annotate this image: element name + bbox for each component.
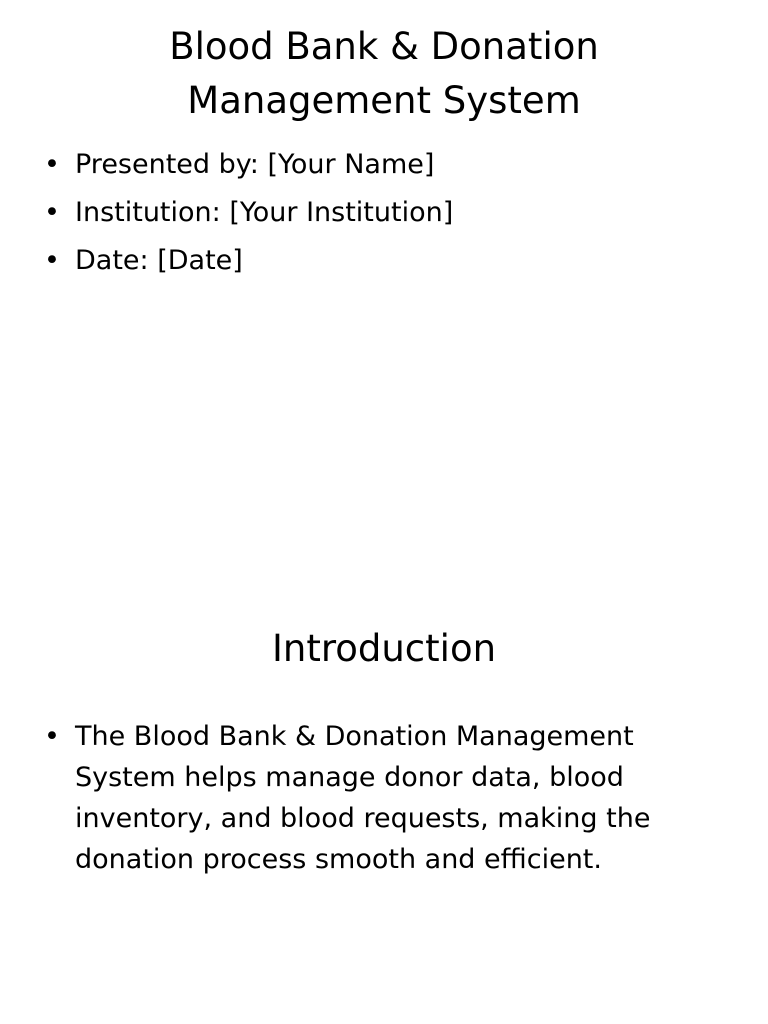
bullet-text: Institution: [Your Institution] bbox=[75, 197, 454, 228]
bullet-list bbox=[44, 141, 704, 285]
bullet-icon: • bbox=[44, 149, 60, 180]
bullet-text: The Blood Bank & Donation Management System helps manage donor data, blood inventory, and blood requests, making the donation process smooth and efficient. bbox=[75, 721, 651, 875]
bullet-icon: • bbox=[44, 245, 60, 276]
title-line-2: Management System bbox=[187, 79, 581, 122]
bullet-list bbox=[44, 716, 704, 880]
title-line-1: Blood Bank & Donation bbox=[169, 25, 599, 68]
bullet-icon: • bbox=[44, 721, 60, 752]
bullet-text: Presented by: [Your Name] bbox=[75, 149, 435, 180]
bullet-intro bbox=[44, 716, 704, 880]
bullet-institution bbox=[44, 189, 704, 237]
introduction-slide bbox=[0, 512, 768, 1024]
bullet-icon: • bbox=[44, 197, 60, 228]
bullet-presenter bbox=[44, 141, 704, 189]
slide-title bbox=[0, 20, 768, 128]
bullet-date bbox=[44, 237, 704, 285]
bullet-text: Date: [Date] bbox=[75, 245, 243, 276]
slide-title: Introduction bbox=[271, 627, 497, 670]
